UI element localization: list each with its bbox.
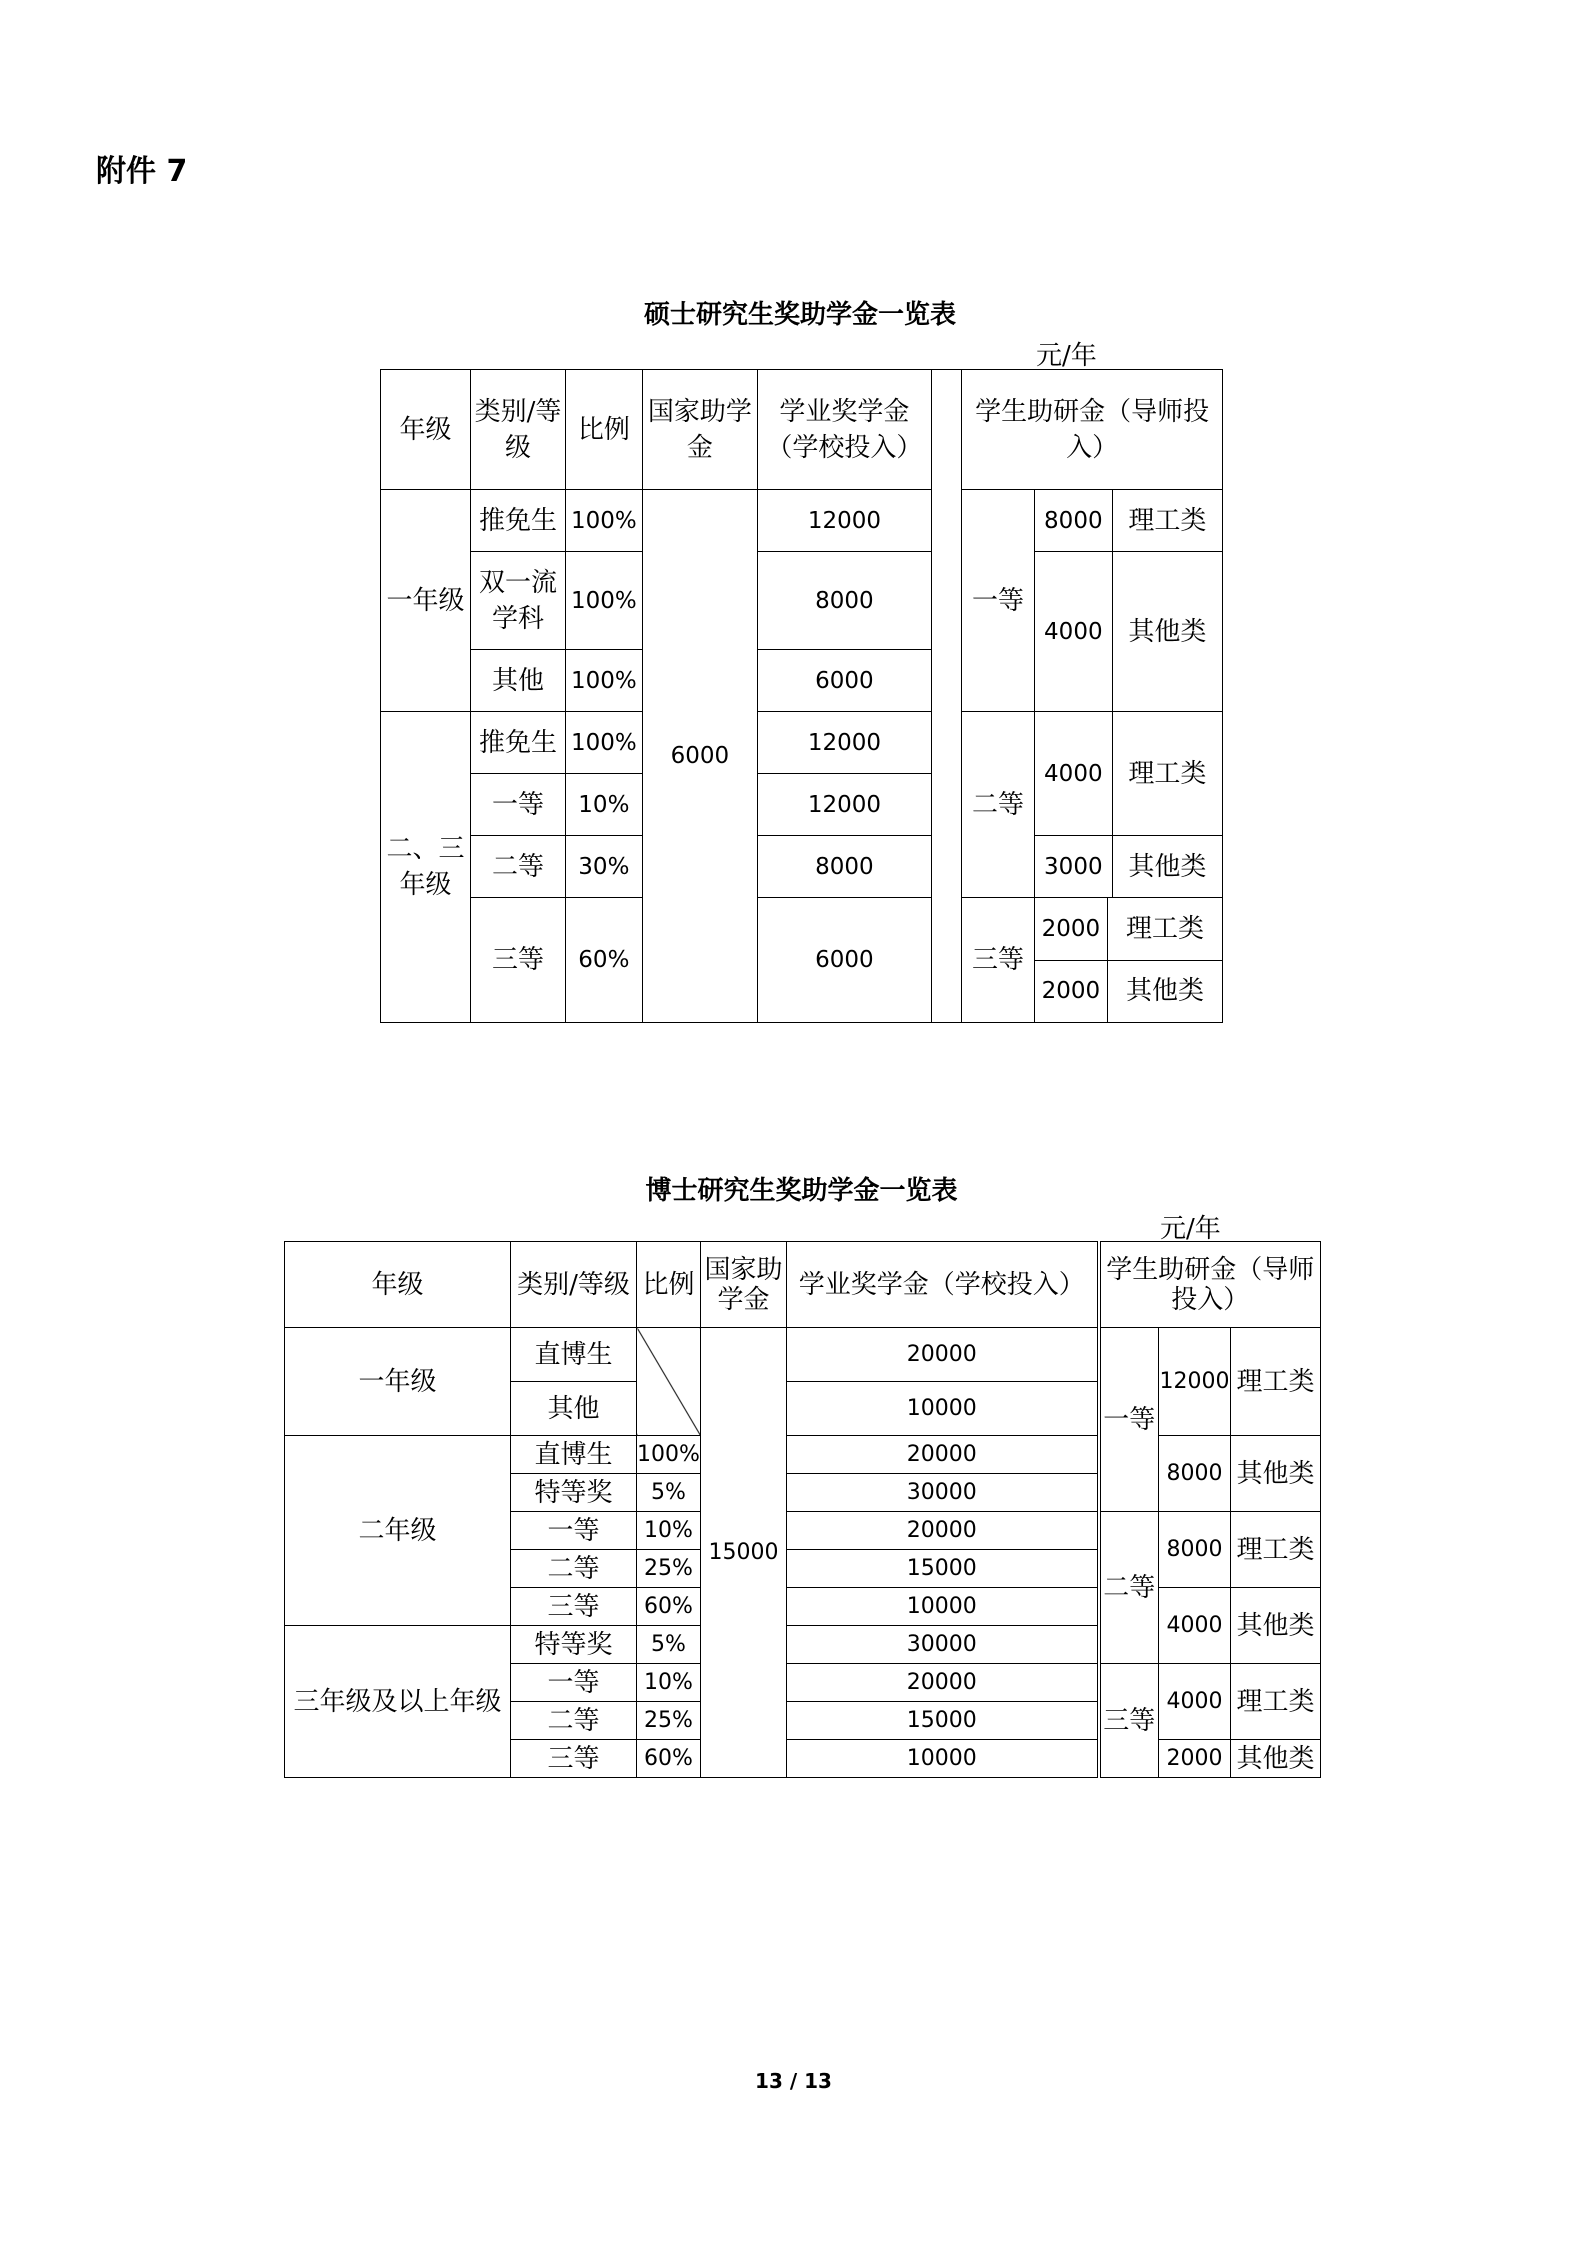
ratio-cell: 25% [637, 1702, 701, 1740]
doctoral-unit: 元/年 [1160, 1214, 1221, 1244]
assist-level-3: 三等 [962, 898, 1035, 1023]
category-cell: 特等奖 [511, 1474, 637, 1512]
masters-scholarship-table [380, 369, 1223, 1023]
category-cell: 一等 [470, 774, 565, 836]
category-cell: 双一流学科 [470, 552, 565, 650]
assist-amount: 12000 [1159, 1328, 1231, 1436]
category-cell: 推免生 [470, 490, 565, 552]
header-grade: 年级 [285, 1242, 511, 1328]
doctoral-scholarship-table [284, 1241, 1321, 1778]
assist-level-3: 三等 [1099, 1664, 1159, 1778]
ratio-cell: 5% [637, 1474, 701, 1512]
assist-level-1: 一等 [962, 490, 1035, 712]
category-cell: 二等 [511, 1702, 637, 1740]
category-cell: 二等 [511, 1550, 637, 1588]
assist-amount: 8000 [1159, 1512, 1231, 1588]
category-cell: 其他 [511, 1382, 637, 1436]
academic-value: 30000 [787, 1626, 1099, 1664]
academic-value: 15000 [787, 1702, 1099, 1740]
assist-amount: 4000 [1034, 552, 1112, 712]
assist-type: 理工类 [1112, 712, 1222, 836]
blank-separator [931, 370, 961, 1023]
category-cell: 特等奖 [511, 1626, 637, 1664]
assist-amount: 8000 [1034, 490, 1112, 552]
assist-level-2: 二等 [1099, 1512, 1159, 1664]
header-category: 类别/等级 [470, 370, 565, 490]
header-academic-scholarship: 学业奖学金（学校投入） [787, 1242, 1099, 1328]
assist-type: 其他类 [1112, 836, 1222, 898]
assist-type: 理工类 [1107, 898, 1222, 960]
academic-value: 12000 [757, 774, 931, 836]
ratio-cell: 100% [565, 650, 642, 712]
assist-amount: 4000 [1159, 1588, 1231, 1664]
assist-level-2: 二等 [962, 712, 1035, 898]
ratio-cell: 10% [637, 1664, 701, 1702]
header-research-assistantship: 学生助研金（导师投入） [962, 370, 1223, 490]
ratio-cell: 100% [565, 552, 642, 650]
ratio-cell: 60% [565, 898, 642, 1023]
category-cell: 三等 [470, 898, 565, 1023]
category-cell: 一等 [511, 1664, 637, 1702]
assist-amount: 2000 [1035, 960, 1108, 1022]
assist-type: 其他类 [1112, 552, 1222, 712]
category-cell: 其他 [470, 650, 565, 712]
assist-level-1: 一等 [1099, 1328, 1159, 1512]
category-cell: 一等 [511, 1512, 637, 1550]
grade-second-year: 二年级 [285, 1436, 511, 1626]
masters-unit: 元/年 [1036, 341, 1097, 371]
assist-level-3-split [1034, 898, 1222, 1023]
masters-table-title: 硕士研究生奖助学金一览表 [643, 300, 956, 330]
academic-value: 20000 [787, 1328, 1099, 1382]
ratio-cell: 25% [637, 1550, 701, 1588]
academic-value: 12000 [757, 712, 931, 774]
academic-value: 20000 [787, 1436, 1099, 1474]
ratio-diagonal-cell [637, 1328, 701, 1436]
header-ratio: 比例 [637, 1242, 701, 1328]
ratio-cell: 60% [637, 1740, 701, 1778]
grade-third-year-and-above: 三年级及以上年级 [285, 1626, 511, 1778]
academic-value: 10000 [787, 1382, 1099, 1436]
academic-value: 12000 [757, 490, 931, 552]
ratio-cell: 30% [565, 836, 642, 898]
grade-second-third-year: 二、三年级 [381, 712, 471, 1023]
academic-value: 15000 [787, 1550, 1099, 1588]
assist-amount: 4000 [1159, 1664, 1231, 1740]
ratio-cell: 5% [637, 1626, 701, 1664]
header-national-grant: 国家助学金 [701, 1242, 787, 1328]
assist-type: 其他类 [1231, 1588, 1321, 1664]
academic-value: 20000 [787, 1512, 1099, 1550]
academic-value: 20000 [787, 1664, 1099, 1702]
header-category: 类别/等级 [511, 1242, 637, 1328]
category-cell: 直博生 [511, 1436, 637, 1474]
assist-type: 理工类 [1231, 1512, 1321, 1588]
academic-value: 10000 [787, 1588, 1099, 1626]
academic-value: 30000 [787, 1474, 1099, 1512]
assist-type: 其他类 [1231, 1436, 1321, 1512]
header-ratio: 比例 [565, 370, 642, 490]
category-cell: 二等 [470, 836, 565, 898]
assist-amount: 3000 [1034, 836, 1112, 898]
attachment-label: 附件 7 [96, 154, 188, 189]
ratio-cell: 10% [565, 774, 642, 836]
ratio-cell: 10% [637, 1512, 701, 1550]
ratio-cell: 100% [565, 490, 642, 552]
academic-value: 8000 [757, 836, 931, 898]
ratio-cell: 100% [565, 712, 642, 774]
grade-first-year: 一年级 [381, 490, 471, 712]
academic-value: 6000 [757, 898, 931, 1023]
doctoral-table-title: 博士研究生奖助学金一览表 [645, 1176, 958, 1206]
assist-amount: 2000 [1035, 898, 1108, 960]
assist-amount: 4000 [1034, 712, 1112, 836]
academic-value: 10000 [787, 1740, 1099, 1778]
assist-type: 理工类 [1112, 490, 1222, 552]
national-grant-value: 6000 [642, 490, 757, 1023]
header-research-assistantship: 学生助研金（导师投入） [1099, 1242, 1321, 1328]
national-grant-value: 15000 [701, 1328, 787, 1778]
header-academic-scholarship: 学业奖学金（学校投入） [757, 370, 931, 490]
category-cell: 推免生 [470, 712, 565, 774]
assist-type: 理工类 [1231, 1328, 1321, 1436]
grade-first-year: 一年级 [285, 1328, 511, 1436]
assist-amount: 2000 [1159, 1740, 1231, 1778]
assist-amount: 8000 [1159, 1436, 1231, 1512]
category-cell: 三等 [511, 1740, 637, 1778]
assist-type: 理工类 [1231, 1664, 1321, 1740]
header-grade: 年级 [381, 370, 471, 490]
ratio-cell: 60% [637, 1588, 701, 1626]
header-national-grant: 国家助学金 [642, 370, 757, 490]
category-cell: 直博生 [511, 1328, 637, 1382]
ratio-cell: 100% [637, 1436, 701, 1474]
assist-type: 其他类 [1231, 1740, 1321, 1778]
category-cell: 三等 [511, 1588, 637, 1626]
academic-value: 8000 [757, 552, 931, 650]
academic-value: 6000 [757, 650, 931, 712]
assist-type: 其他类 [1107, 960, 1222, 1022]
page-number: 13 / 13 [755, 2069, 832, 2093]
assist-level-3-subtable [1035, 898, 1222, 1022]
